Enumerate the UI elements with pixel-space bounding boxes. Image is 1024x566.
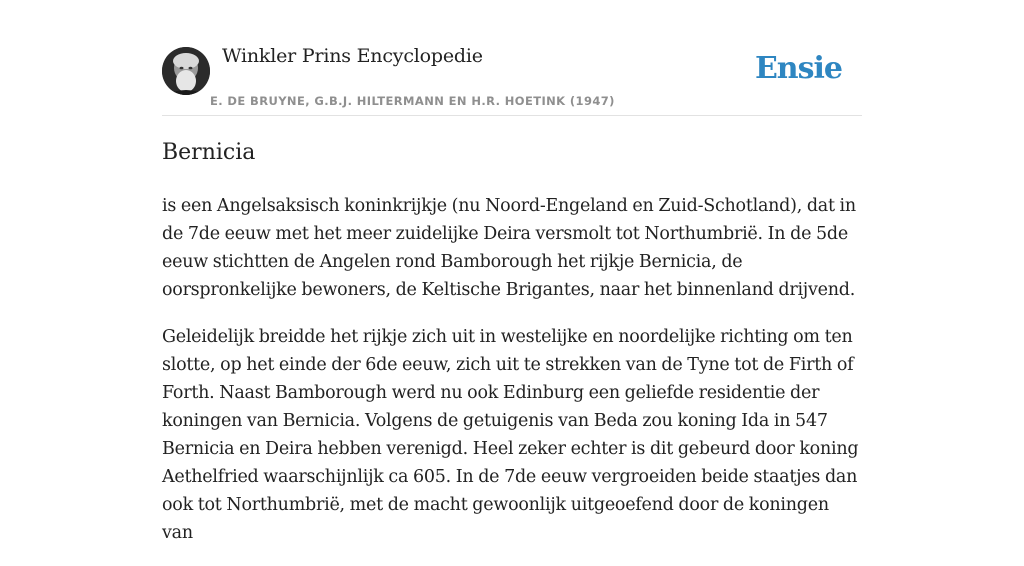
source-title[interactable]: Winkler Prins Encyclopedie bbox=[222, 45, 483, 67]
article-paragraph: is een Angelsaksisch koninkrijkje (nu Noord-Engeland en Zuid-Schotland), dat in de 7de eeuw met het meer zuidelijke Deira versmolt tot Northumbrië. In de 5de eeuw stichtten de Angelen rond Bamborough het rijkje Bernicia, de oorspronkelijke bewoners, de Keltische Brigantes, naar het binnenland drijvend. bbox=[162, 196, 856, 300]
article-title: Bernicia bbox=[162, 140, 256, 165]
article-body bbox=[162, 192, 862, 566]
ensie-logo[interactable]: Ensie bbox=[754, 51, 842, 86]
author-portrait-icon bbox=[162, 47, 210, 95]
article-paragraph: Geleidelijk breidde het rijkje zich uit in westelijke en noordelijke richting om ten slotte, op het einde der 6de eeuw, zich uit te strekken van de Tyne tot de Firth of Forth. Naast Bamborough werd nu ook Edinburg een geliefde residentie der koningen van Bernicia. Volgens de getuigenis van Beda zou koning Ida in 547 Bernicia en Deira hebben verenigd. Heel zeker echter is dit gebeurd door koning Aethelfried waarschijnlijk ca 605. In de 7de eeuw vergroeiden beide staatjes dan ook tot Northumbrië, met de macht gewoonlijk uitgeoefend door de koningen van bbox=[162, 327, 859, 543]
article-page bbox=[162, 0, 862, 543]
author-avatar[interactable] bbox=[162, 47, 210, 95]
source-authors: E. DE BRUYNE, G.B.J. HILTERMANN EN H.R. HOETINK (1947) bbox=[210, 94, 615, 108]
source-header bbox=[162, 0, 862, 116]
